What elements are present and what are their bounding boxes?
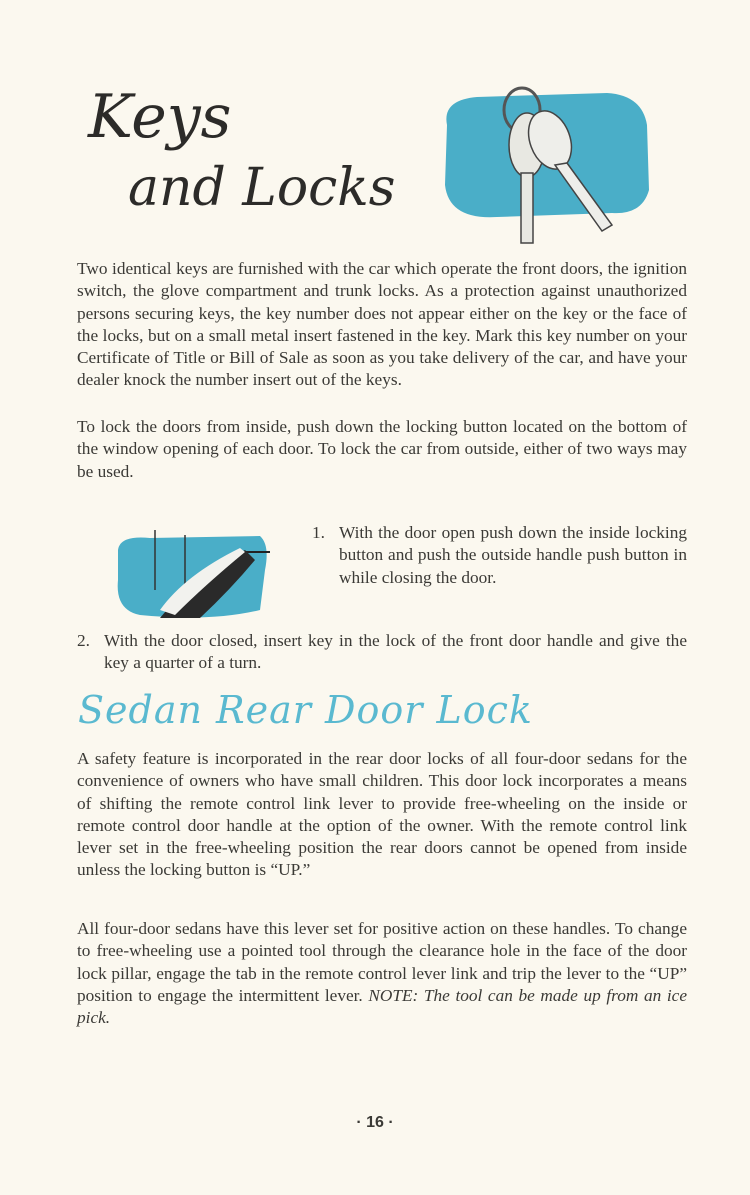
paragraph-keys: Two identical keys are furnished with the car which operate the front doors, the ignition switch, the glove compartment and trunk locks. As a protection against unauthorized persons securing keys, the key number does not appear either on the key or the face of the locks, but on a small metal insert fastened in the key. Mark this key number on your Certificate of Title or Bill of Sale as soon as you take delivery of the car, and have your dealer knock the number insert out of the keys. (77, 259, 687, 390)
paragraph-text: All four-door sedans have this lever set for positive action on these handles. To change to free-wheeling use a pointed tool through the clearance hole in the face of the door lock pillar, engage the tab in the remote control lever link and trip the lever to the “UP” position to engage the intermittent lever. (77, 919, 687, 1005)
page-title-keys: Keys (88, 82, 232, 152)
list-number: 2. (77, 631, 90, 650)
paragraph-safety-feature: A safety feature is incorporated in the rear door locks of all four-door sedans for the convenience of owners who have small children. This door lock incorporates a means of shifting the remote control link lever to provide free-wheeling on the inside or remote control door handle at the option of the owner. With the remote control link lever set in the free-wheeling position the rear doors cannot be opened from inside unless the locking button is “UP.” (77, 749, 687, 880)
paragraph-free-wheeling (77, 918, 687, 1029)
note-text: NOTE: The tool can be made up from an ice pick. (77, 985, 687, 1028)
list-text: With the door closed, insert key in the lock of the front door handle and give the key a quarter of a turn. (104, 631, 687, 673)
page-number: · 16 · (356, 1114, 394, 1131)
hand-locking-illustration (110, 530, 270, 620)
page-title-and-locks: and Locks (128, 158, 396, 218)
paragraph-locking-doors: To lock the doors from inside, push down the locking button located on the bottom of the window opening of each door. To lock the car from outside, either of two ways may be used. (77, 417, 687, 481)
list-item-1 (312, 522, 687, 589)
list-number: 1. (312, 523, 325, 542)
section-heading: Sedan Rear Door Lock (78, 688, 533, 732)
keys-illustration (437, 85, 652, 245)
list-text: With the door open push down the inside locking button and push the outside handle push button in while closing the door. (339, 523, 687, 587)
list-item-2 (77, 630, 687, 675)
